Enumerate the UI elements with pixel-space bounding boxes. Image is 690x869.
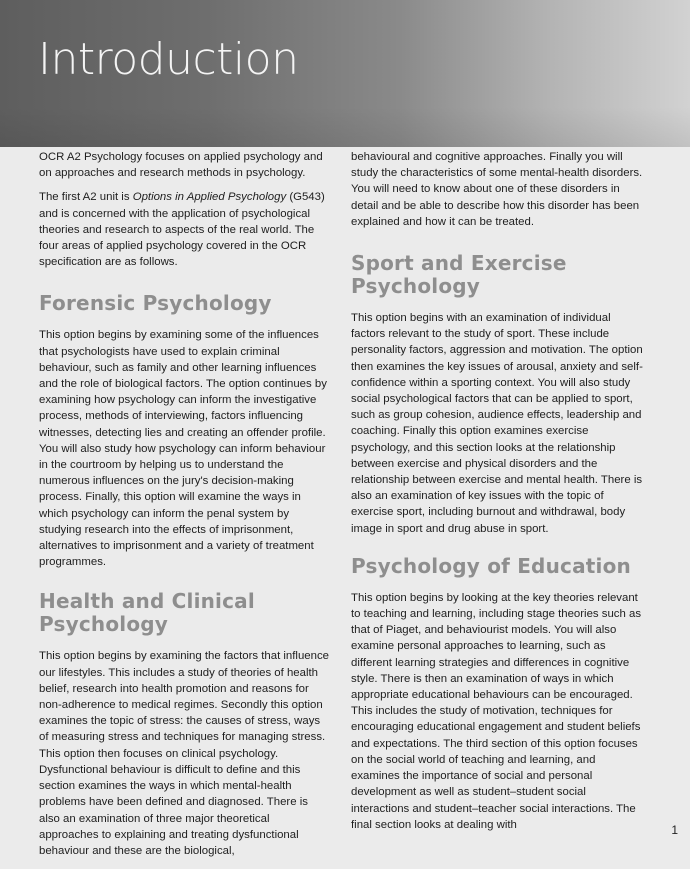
- health-body-continued: behavioural and cognitive approaches. Finally you will study the characteristics of some mental-health disorders. You will need to know about one of these disorders in detail and be able to describe how this disorder has been explained and how it can be treated.: [351, 151, 643, 228]
- title-banner: [0, 0, 690, 147]
- intro-paragraph-2: [39, 189, 331, 270]
- health-heading: Health and Clinical Psychology: [39, 589, 255, 637]
- forensic-heading: Forensic Psychology: [39, 291, 272, 316]
- intro-paragraph-2-start: The first A2 unit is: [39, 191, 133, 204]
- page-number: 1: [671, 823, 678, 837]
- left-column: [39, 149, 331, 869]
- unit-title: Options in Applied Psychology: [132, 191, 287, 204]
- intro-paragraph-2-end: (G543) and is concerned with the application of psychological theories and research to aspects of the real world. The four areas of applied psychology covered in the OCR specification are as follows.: [39, 191, 325, 269]
- sport-body: This option begins with an examination of individual factors relevant to the study of sport. These include personality factors, aggression and motivation. The option then examines the key issues of arousal, anxiety and self-confidence within a sporting context. You will also study social psychological factors that can be applied to sport, such as group cohesion, audience effects, leadership and coaching. Finally this option examines exercise psychology, and this section looks at the relationship between exercise and physical disorders and the relationship between exercise and mental health. There is also an examination of key issues with the topic of exercise sport, including burnout and withdrawal, body image in sport and drug abuse in sport.: [351, 312, 643, 535]
- education-heading: Psychology of Education: [351, 553, 631, 578]
- forensic-body: This option begins by examining some of the influences that psychologists have used to explain criminal behaviour, such as family and other learning influences and the role of biological factors. The option continues by examining how psychology can inform the investigative process, methods of interviewing, factors influencing witnesses, detecting lies and creating an offender profile. You will also study how psychology can inform behaviour in the courtroom by helping us to understand the numerous influences on the jury's decision-making process. Finally, this option will examine the ways in which psychology can inform the penal system by studying research into the effects of imprisonment, alternatives to imprisonment and a variety of treatment programmes.: [39, 329, 327, 569]
- sport-heading: Sport and Exercise Psychology: [351, 251, 567, 299]
- page-title: Introduction: [38, 34, 299, 85]
- intro-paragraph-1: OCR A2 Psychology focuses on applied psychology and on approaches and research methods in psychology.: [39, 151, 323, 180]
- education-body: This option begins by looking at the key theories relevant to teaching and learning, including stage theories such as that of Piaget, and behaviourist models. You will also examine personal approaches to learning, such as different learning strategies and differences in cognitive style. There is then an examination of ways in which appropriate educational behaviours can be encouraged. This includes the study of motivation, techniques for encouraging educational engagement and student beliefs and expectations. The third section of this option focuses on the social world of teaching and learning, and examines the importance of social and personal development as well as student–student social interactions and student–teacher social interactions. The final section looks at dealing with: [351, 591, 642, 831]
- right-column: [351, 149, 643, 843]
- health-body: This option begins by examining the factors that influence our lifestyles. This includes a study of theories of health belief, research into health promotion and reasons for non-adherence to medical regimes. Secondly this option examines the topic of stress: the causes of stress, ways of measuring stress and techniques for managing stress. This option then focuses on clinical psychology. Dysfunctional behaviour is difficult to define and this section examines the ways in which mental-health problems have been defined and diagnosed. There is also an examination of three major theoretical approaches to explaining and treating dysfunctional behaviour and these are the biological,: [39, 650, 329, 857]
